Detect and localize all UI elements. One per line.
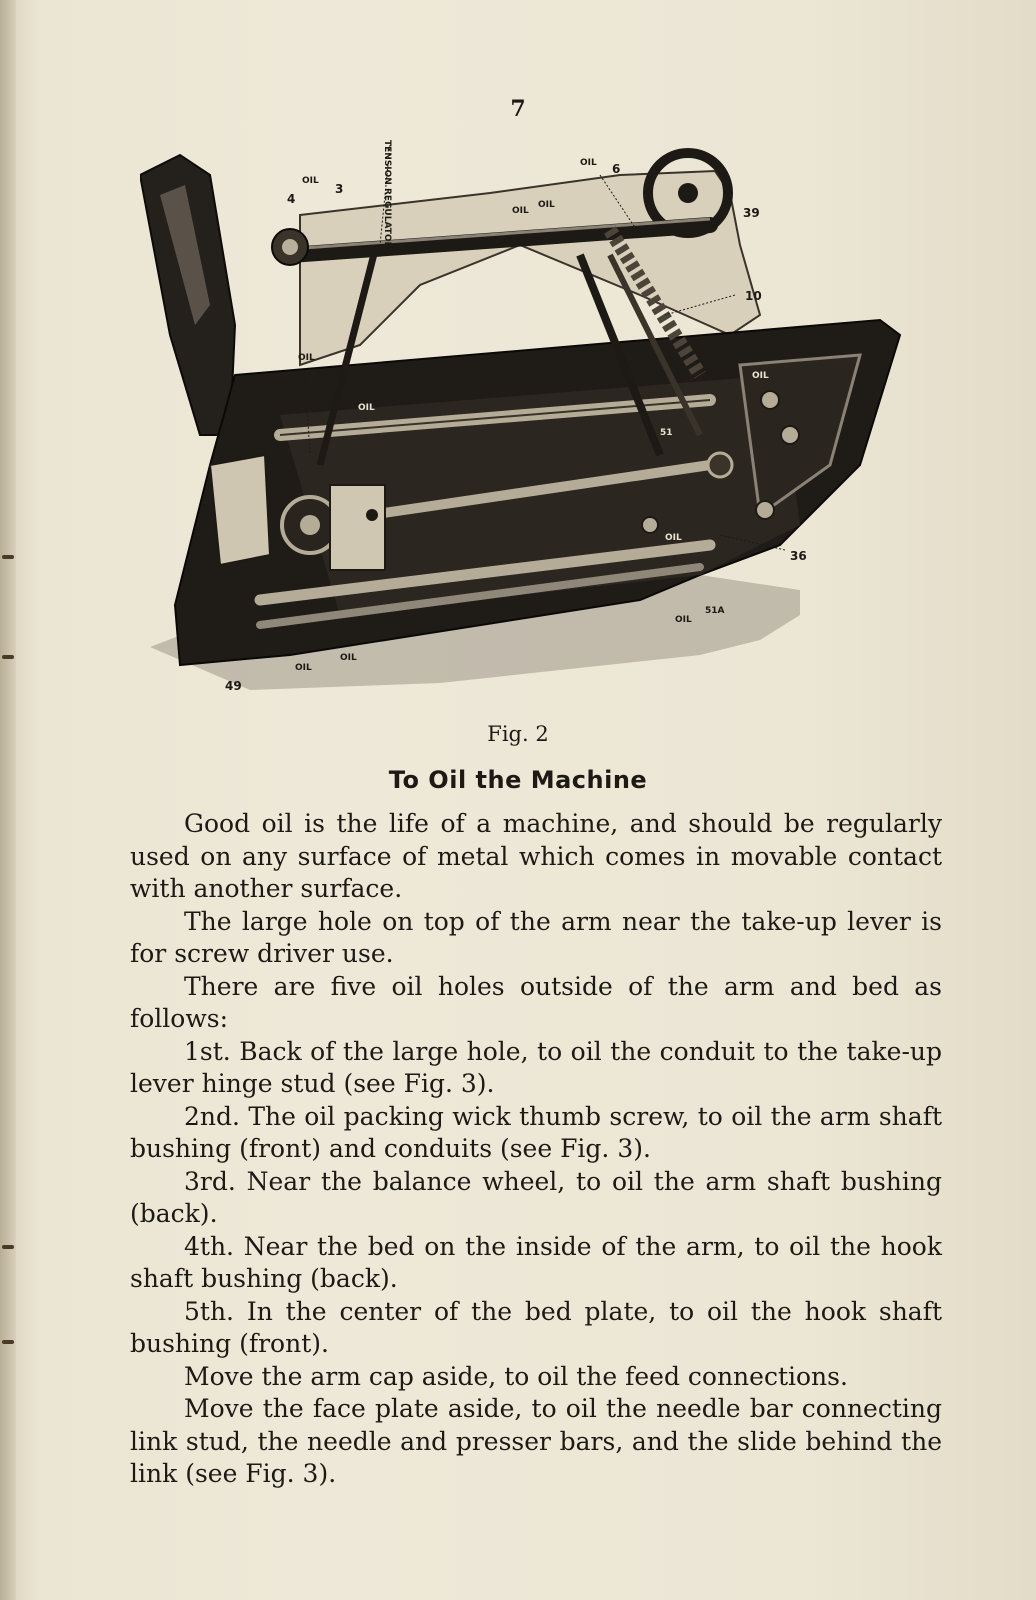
page-binding xyxy=(0,0,16,1600)
label-oil: OIL xyxy=(580,158,597,168)
label-oil: OIL xyxy=(340,653,357,663)
paragraph: Move the face plate aside, to oil the needle bar connecting link stud, the needle and presser bars, and the slide behind the link (see Fig. 3). xyxy=(130,1394,942,1488)
label-49: 49 xyxy=(225,679,242,693)
label-oil: OIL xyxy=(675,615,692,625)
paragraph: There are five oil holes outside of the arm and bed as follows: xyxy=(130,971,942,1033)
label-51a: 51A xyxy=(705,606,725,616)
label-oil: OIL xyxy=(512,206,529,216)
label-51: 51 xyxy=(660,428,673,438)
paragraph: 5th. In the center of the bed plate, to oil the hook shaft bushing (front). xyxy=(130,1296,942,1358)
label-10: 10 xyxy=(745,289,762,303)
paragraph: 2nd. The oil packing wick thumb screw, to oil the arm shaft bushing (front) and conduits (see Fig. 3). xyxy=(130,1101,942,1163)
section-heading: To Oil the Machine xyxy=(388,766,648,794)
page-number: 7 xyxy=(510,96,526,122)
label-oil: OIL xyxy=(358,403,375,413)
paragraph: 1st. Back of the large hole, to oil the conduit to the take-up lever hinge stud (see Fig. 3). xyxy=(130,1036,942,1098)
binding-stitch xyxy=(2,1245,14,1249)
paragraph: Good oil is the life of a machine, and should be regularly used on any surface of metal which comes in movable contact with another surface. xyxy=(130,809,942,903)
label-oil: OIL xyxy=(665,533,682,543)
binding-stitch xyxy=(2,655,14,659)
body-text xyxy=(130,808,942,1491)
sewing-machine-illustration xyxy=(140,135,930,715)
paragraph: 4th. Near the bed on the inside of the arm, to oil the hook shaft bushing (back). xyxy=(130,1231,942,1293)
label-39: 39 xyxy=(743,206,760,220)
paragraph: 3rd. Near the balance wheel, to oil the arm shaft bushing (back). xyxy=(130,1166,942,1228)
label-oil: OIL xyxy=(298,353,315,363)
paragraph: The large hole on top of the arm near the take-up lever is for screw driver use. xyxy=(130,906,942,968)
label-oil: OIL xyxy=(295,663,312,673)
label-oil: OIL xyxy=(302,176,319,186)
label-tension-regulator: TENSION REGULATOR xyxy=(382,140,392,249)
label-oil: OIL xyxy=(752,371,769,381)
label-oil: OIL xyxy=(538,200,555,210)
label-6: 6 xyxy=(612,162,621,176)
label-3: 3 xyxy=(335,182,344,196)
figure-caption: Fig. 2 xyxy=(487,722,549,746)
binding-stitch xyxy=(2,1340,14,1344)
label-4: 4 xyxy=(287,192,296,206)
label-36: 36 xyxy=(790,549,807,563)
binding-stitch xyxy=(2,555,14,559)
paragraph: Move the arm cap aside, to oil the feed connections. xyxy=(184,1361,848,1391)
